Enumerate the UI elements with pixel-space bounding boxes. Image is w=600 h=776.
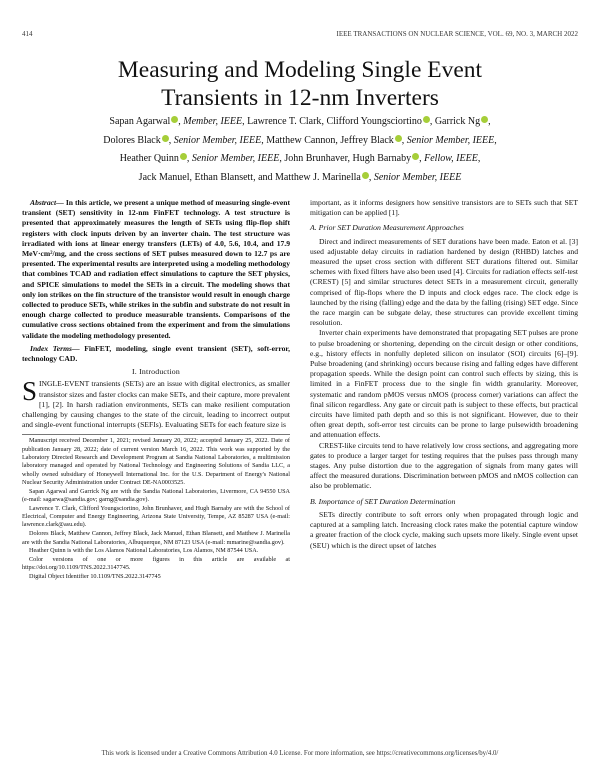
paper-title — [40, 56, 560, 112]
body-paragraph: Direct and indirect measurements of SET durations have been made. Eaton et al. [3] used adjustable delay circuits in radiation hardened by design (RHBD) latches and measured the upset cross section with different SET durations filtered out. Similar schemes with fixed filters have also been used [4]. Circuits for radiation effects self-test (CREST) [5] and similar structures detect SETs in a measurement circuit, generally comprised of flip-flops where the D inputs and clock edges race. The clock edge is launched by the rising (falling) edge and the data by the falling (rising) SET edge. Since the race margin can be subgate delay, these structures can provide excellent timing resolution. — [310, 236, 578, 328]
author-role: Senior Member, IEEE — [406, 134, 495, 146]
abstract-label: Abstract — [30, 198, 57, 207]
drop-cap: S — [22, 376, 38, 407]
body-paragraph: Inverter chain experiments have demonstrated that propagating SET pulses are prone to pulse broadening or shortening, depending on the circuit design or other conditions, e.g., history effects in nonfully depleted silicon on insulator (SOI) circuits [6]–[9]. Pulse broadening (and shrinking) occurs because rising and falling edges have different propagation speeds. While the design point can control such effects by sizing, this is limited in a FinFET process due to the single fin width granularity. Moreover, systematic and random pMOS versus nMOS (process corner) variations can affect the final silicon regardless. Any gate or circuit path is subject to these effects, but practical circuits have limited path depth and so this is not significant. However, due to their often great depth, soft-error test circuits can be prone to large pulsewidth broadening and attenuation effects. — [310, 328, 578, 440]
author-name: , Jeffrey Black — [335, 134, 394, 146]
author-list — [30, 113, 570, 187]
footnote-affiliation: Sapan Agarwal and Garrick Ng are with the Sandia National Laboratories, Livermore, CA 94550 USA (e-mail: sagarwa@sandia.gov; garng@sandia.gov). — [22, 487, 290, 504]
author-line-1: Sapan Agarwal , Member, IEEE, Lawrence T. Clark, Clifford Youngsciortino , Garrick Ng , — [109, 116, 491, 127]
title-line-2: Transients in 12-nm Inverters — [161, 85, 439, 111]
footnote-doi: Digital Object Identifier 10.1109/TNS.2022.3147745 — [29, 573, 161, 581]
author-name: , Clifford Youngsciortino — [321, 116, 422, 127]
left-column — [22, 198, 290, 582]
author-role: Senior Member, IEEE — [373, 171, 462, 183]
body-paragraph: SETs directly contribute to soft errors only when propagated through logic and captured at a sampling latch. Increasing clock rates make the potential capture window a greater fraction of the clock cycle, making such upsets more likely. Single event upset (SEU) which is the direct upset of latches — [310, 509, 578, 550]
intro-paragraph — [22, 376, 290, 430]
footnote-manuscript: Manuscript received December 1, 2021; revised January 20, 2022; accepted January 25, 2022. Date of publication January 28, 2022; date of current version March 16, 2022. This work was supported by the Laboratory Directed Research and Development Program at Sandia National Laboratories, a multimission laboratory managed and operated by National Technology and Engineering Solutions of Sandia LLC, a wholly owned subsidiary of Honeywell International Inc. for the U.S. Department of Energy's National Nuclear Security Administration under Contract DE-NA0003525. — [22, 437, 290, 486]
orcid-icon[interactable] — [412, 153, 419, 160]
footnote-affiliation: Heather Quinn is with the Los Alamos National Laboratories, Los Alamos, NM 87544 USA. — [29, 547, 259, 555]
page-header — [22, 30, 578, 42]
author-role: Fellow, IEEE — [424, 153, 478, 165]
author-name: , Lawrence T. Clark — [242, 116, 322, 127]
orcid-icon[interactable] — [180, 153, 187, 160]
author-name: Heather Quinn — [119, 153, 179, 165]
author-name: , John Brunhaver, Hugh Barnaby — [279, 153, 412, 165]
subsection-heading: A. Prior SET Duration Measurement Approaches — [310, 223, 464, 233]
orcid-icon[interactable] — [362, 172, 369, 179]
orcid-icon[interactable] — [162, 135, 169, 142]
intro-text: INGLE-EVENT transients (SETs) are an issue with digital electronics, as smaller transistor sizes and faster clocks can make SETs, and their capture, more prevalent [1], [2]. In harsh radiation environments, SETs can make resilient computation challenging by causing changes to the state of the circuit, leading to incorrect output and single-event functional interrupts (SEFIs). Evaluating SETs for each feature size is — [22, 379, 290, 430]
index-terms: Index Terms— FinFET, modeling, single event transient (SET), soft-error, technology CAD. — [22, 343, 290, 364]
author-line-2: Dolores Black , Senior Member, IEEE, Matthew Cannon, Jeffrey Black , Senior Member, IEEE, — [103, 134, 497, 146]
orcid-icon[interactable] — [423, 116, 430, 123]
orcid-icon[interactable] — [171, 116, 178, 123]
title-line-1: Measuring and Modeling Single Event — [117, 57, 483, 83]
author-name: Sapan Agarwal — [109, 116, 171, 127]
journal-running-head: IEEE TRANSACTIONS ON NUCLEAR SCIENCE, VOL. 69, NO. 3, MARCH 2022 — [336, 30, 578, 38]
footnote-color-link[interactable]: Color versions of one or more figures in this article are available at https://doi.org/10.1109/TNS.2022.3147745. — [22, 556, 290, 572]
footnote-affiliation: Lawrence T. Clark, Clifford Youngsciortino, John Brunhaver, and Hugh Barnaby are with the School of Electrical, Computer and Energy Engineering, Arizona State University, Tempe, AZ 85287 USA (e-mail: lawrence.clark@asu.edu). — [22, 504, 290, 529]
author-line-3: Heather Quinn , Senior Member, IEEE, John Brunhaver, Hugh Barnaby , Fellow, IEEE, — [119, 153, 481, 165]
index-terms-text: FinFET, modeling, single event transient (SET), soft-error, technology CAD. — [22, 343, 290, 364]
page-number: 414 — [22, 30, 33, 38]
abstract-text: In this article, we present a unique method of measuring single-event transient (SET) sensitivity in 12-nm FinFET technology. A test structure is presented that approximately measures the length of SETs using flip-flop shift registers with clock inputs driven by an inverter chain. The test structure was irradiated with ions at linear energy transfers (LETs) of 4.0, 5.6, 10.4, and 17.9 MeV·cm²/mg, and the cross sections of SET pulses measured down to 12.7 ps are presented. The experimental results are interpreted using a modeling methodology that combines TCAD and radiation effect simulations to capture the SET physics, and SPICE simulations to model the SETs in a circuit. The modeling shows that only ion strikes on the fin structure of the transistor would result in enough charge collected to produce SETs, while strikes in the subfin and substrate do not result in enough charge collected to produce measurable transients. Comparisons of the cumulative cross sections obtained from the experiment and from the simulations validate the modeling methodology presented. — [22, 198, 290, 340]
body-paragraph: important, as it informs designers how sensitive transistors are to SETs such that SET mitigation can be applied [1]. — [310, 198, 578, 218]
section-heading: I. Introduction — [131, 367, 181, 377]
author-name: , Garrick Ng — [429, 116, 481, 127]
license-notice[interactable]: This work is licensed under a Creative Commons Attribution 4.0 License. For more information, see https://creativecommons.org/licenses/by/4.0/ — [101, 750, 499, 757]
author-role: Senior Member, IEEE — [173, 134, 262, 146]
author-name: , Matthew Cannon — [261, 134, 336, 146]
author-role: Member, IEEE — [183, 116, 243, 127]
right-column — [310, 198, 578, 551]
author-role: Senior Member, IEEE — [191, 153, 280, 165]
abstract: Abstract— In this article, we present a unique method of measuring single-event transient (SET) sensitivity in 12-nm FinFET technology. A test structure is presented that approximately measures the length of SETs using flip-flop shift registers with clock inputs driven by an inverter chain. The test structure was irradiated with ions at linear energy transfers (LETs) of 4.0, 5.6, 10.4, and 17.9 MeV·cm²/mg, and the cross sections of SET pulses measured down to 12.7 ps are presented. The experimental results are interpreted using a modeling methodology that combines TCAD and radiation effect simulations to capture the SET physics, and SPICE simulations to model the SETs in a circuit. The modeling shows that only ion strikes on the fin structure of the transistor would result in enough charge collected to produce SETs, while strikes in the subfin and substrate do not result in enough charge collected to produce measurable transients. Comparisons of the cumulative cross sections obtained from the experiment and from the simulations validate the modeling methodology presented. — [22, 198, 290, 340]
subsection-heading: B. Importance of SET Duration Determination — [310, 496, 456, 506]
orcid-icon[interactable] — [481, 116, 488, 123]
footnotes — [22, 434, 290, 581]
author-name: Dolores Black — [103, 134, 161, 146]
index-terms-label: Index Terms — [30, 343, 72, 353]
body-paragraph: CREST-like circuits tend to have relatively low cross sections, and aggregating more gates to produce a larger target for testing requires that the pulses pass through many stages. Any pulse distortion due to the aggregation of signals from many gates will affect the measured durations. Discrimination between pMOS and nMOS collection can also be problematic. — [310, 440, 578, 491]
footnote-affiliation: Dolores Black, Matthew Cannon, Jeffrey Black, Jack Manuel, Ethan Blansett, and Matthew J. Marinella are with the Sandia National Laboratories, Albuquerque, NM 87123 USA (e-mail: mmarine@sandia.gov). — [22, 530, 290, 546]
orcid-icon[interactable] — [395, 135, 402, 142]
author-name: Jack Manuel, Ethan Blansett, and Matthew J. Marinella — [138, 171, 361, 183]
author-line-4: Jack Manuel, Ethan Blansett, and Matthew J. Marinella , Senior Member, IEEE — [138, 171, 462, 183]
